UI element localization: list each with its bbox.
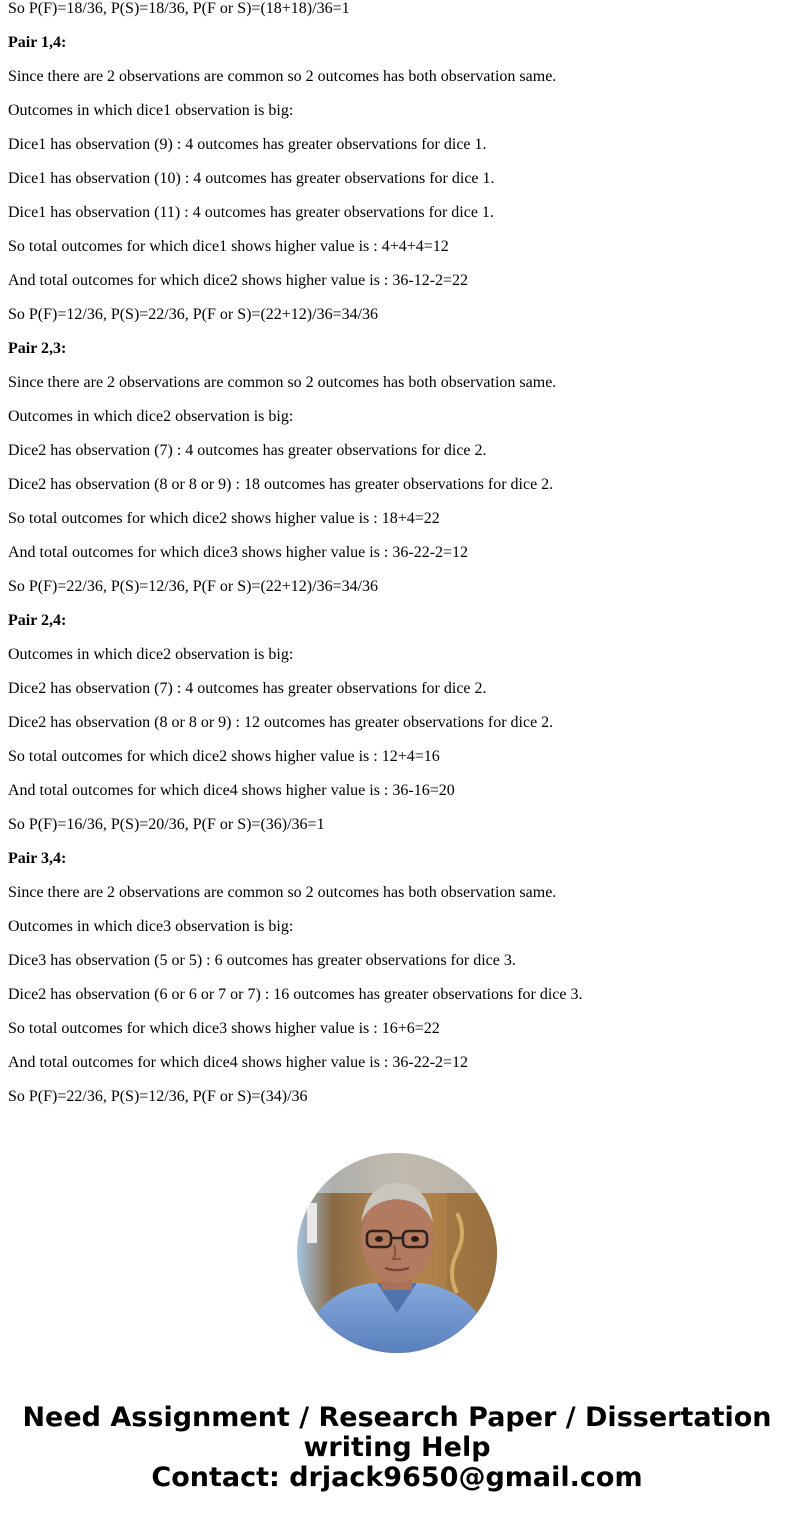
text-line: Dice2 has observation (6 or 6 or 7 or 7) : 16 outcomes has greater observations for dice 3. bbox=[8, 986, 583, 1003]
text-line: Outcomes in which dice2 observation is big: bbox=[8, 408, 294, 425]
section-heading: Pair 2,3: bbox=[8, 340, 67, 357]
section-heading: Pair 1,4: bbox=[8, 34, 67, 51]
text-line: So total outcomes for which dice3 shows higher value is : 16+6=22 bbox=[8, 1020, 440, 1037]
text-line: Dice1 has observation (9) : 4 outcomes has greater observations for dice 1. bbox=[8, 136, 487, 153]
text-line: Since there are 2 observations are common so 2 outcomes has both observation same. bbox=[8, 68, 557, 85]
text-line: Dice2 has observation (8 or 8 or 9) : 18 outcomes has greater observations for dice 2. bbox=[8, 476, 554, 493]
promo-footer bbox=[0, 1403, 794, 1493]
text-line: And total outcomes for which dice4 shows higher value is : 36-22-2=12 bbox=[8, 1054, 469, 1071]
text-line: Dice2 has observation (8 or 8 or 9) : 12 outcomes has greater observations for dice 2. bbox=[8, 714, 554, 731]
text-line: So P(F)=16/36, P(S)=20/36, P(F or S)=(36)/36=1 bbox=[8, 816, 325, 833]
author-avatar bbox=[297, 1153, 497, 1353]
text-line: And total outcomes for which dice4 shows higher value is : 36-16=20 bbox=[8, 782, 455, 799]
promo-line-2: writing Help bbox=[303, 1432, 491, 1463]
text-line: Since there are 2 observations are common so 2 outcomes has both observation same. bbox=[8, 884, 557, 901]
text-line: Outcomes in which dice2 observation is big: bbox=[8, 646, 294, 663]
text-line: So P(F)=22/36, P(S)=12/36, P(F or S)=(34)/36 bbox=[8, 1088, 308, 1105]
text-line: And total outcomes for which dice2 shows higher value is : 36-12-2=22 bbox=[8, 272, 469, 289]
text-line: Dice1 has observation (10) : 4 outcomes has greater observations for dice 1. bbox=[8, 170, 495, 187]
text-line: Dice2 has observation (7) : 4 outcomes has greater observations for dice 2. bbox=[8, 442, 487, 459]
section-heading: Pair 3,4: bbox=[8, 850, 67, 867]
text-line: So total outcomes for which dice2 shows higher value is : 12+4=16 bbox=[8, 748, 440, 765]
section-heading: Pair 2,4: bbox=[8, 612, 67, 629]
text-line: Outcomes in which dice3 observation is big: bbox=[8, 918, 294, 935]
text-line: So P(F)=22/36, P(S)=12/36, P(F or S)=(22+12)/36=34/36 bbox=[8, 578, 379, 595]
text-line: And total outcomes for which dice3 shows higher value is : 36-22-2=12 bbox=[8, 544, 469, 561]
text-line: So total outcomes for which dice1 shows higher value is : 4+4+4=12 bbox=[8, 238, 449, 255]
text-line: Dice2 has observation (7) : 4 outcomes has greater observations for dice 2. bbox=[8, 680, 487, 697]
avatar-photo-icon bbox=[297, 1153, 497, 1353]
text-line: So P(F)=18/36, P(S)=18/36, P(F or S)=(18+18)/36=1 bbox=[8, 0, 350, 17]
text-line: So total outcomes for which dice2 shows higher value is : 18+4=22 bbox=[8, 510, 440, 527]
solution-text bbox=[8, 0, 786, 1122]
text-line: Since there are 2 observations are common so 2 outcomes has both observation same. bbox=[8, 374, 557, 391]
promo-contact: Contact: drjack9650@gmail.com bbox=[151, 1462, 643, 1493]
text-line: So P(F)=12/36, P(S)=22/36, P(F or S)=(22+12)/36=34/36 bbox=[8, 306, 379, 323]
text-line: Dice1 has observation (11) : 4 outcomes has greater observations for dice 1. bbox=[8, 204, 494, 221]
text-line: Outcomes in which dice1 observation is big: bbox=[8, 102, 294, 119]
text-line: Dice3 has observation (5 or 5) : 6 outcomes has greater observations for dice 3. bbox=[8, 952, 516, 969]
promo-line-1: Need Assignment / Research Paper / Dissertation bbox=[22, 1402, 772, 1433]
